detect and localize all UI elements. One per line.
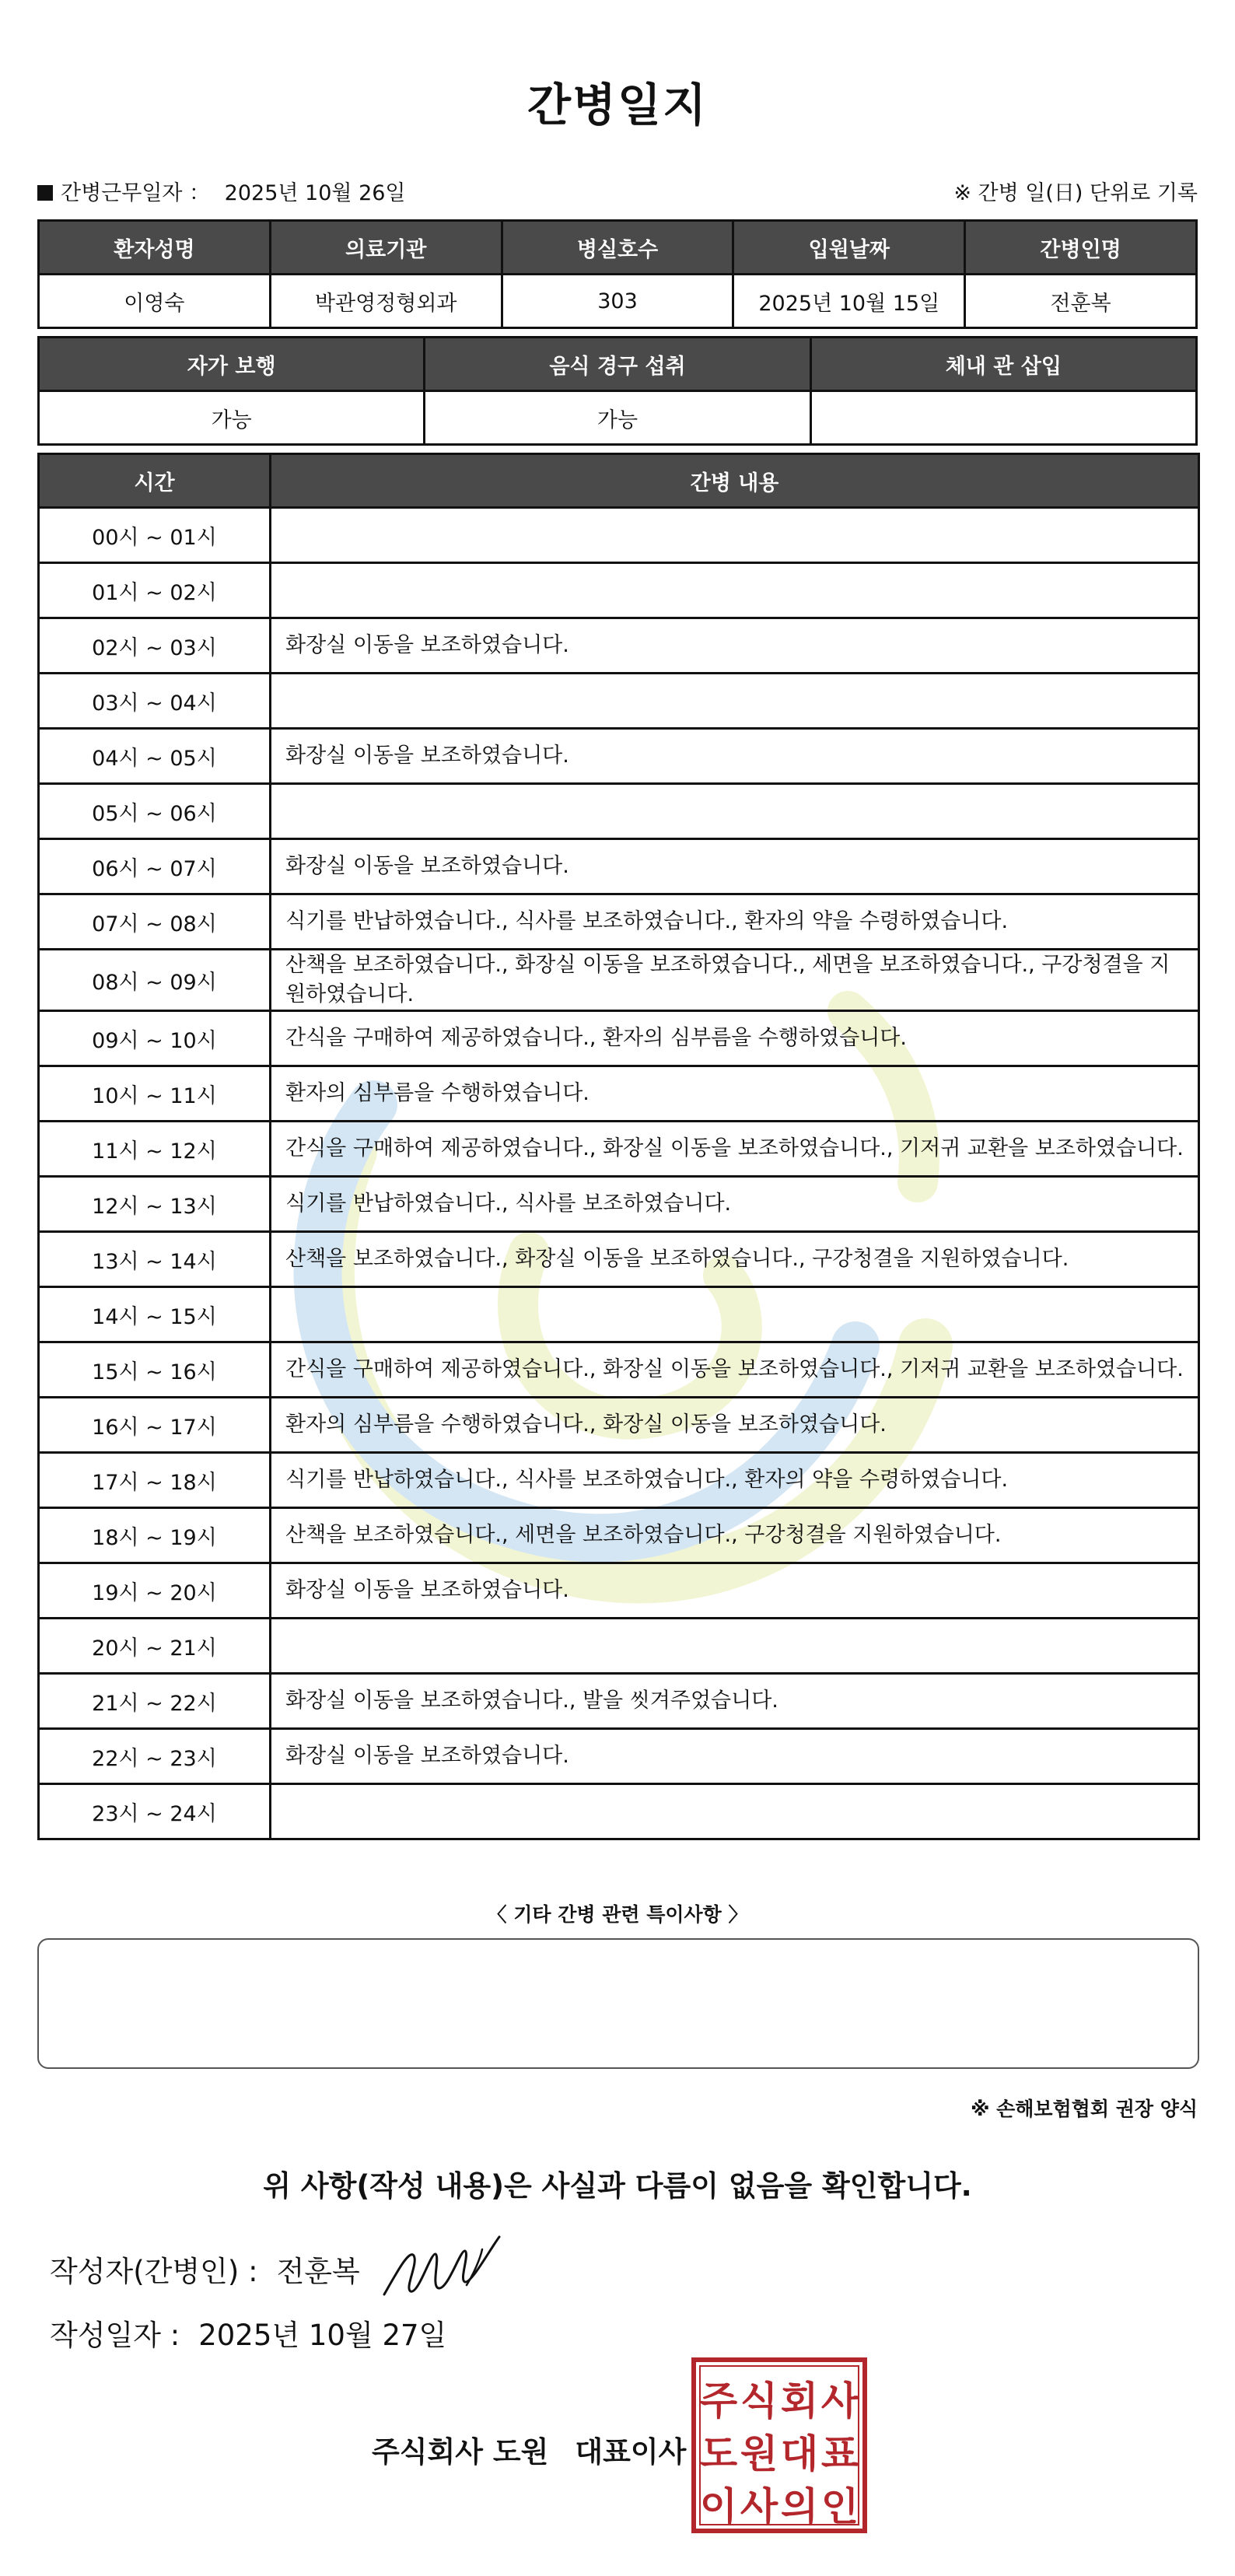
- stamp-character: 의: [780, 2484, 819, 2529]
- unit-note: ※ 간병 일(日) 단위로 기록: [953, 181, 1198, 205]
- stamp-character: 식: [740, 2378, 778, 2424]
- row-time: 14시 ~ 15시: [39, 1287, 271, 1342]
- stamp-character: 대: [780, 2431, 819, 2476]
- table-row: [39, 1177, 1199, 1232]
- writer-label: 작성자(간병인) :: [50, 2255, 258, 2288]
- table-row: [39, 1619, 1199, 1674]
- row-time: 12시 ~ 13시: [39, 1177, 271, 1232]
- header-tube-insertion: 체내 관 삽입: [810, 338, 1196, 391]
- log-rows: [39, 508, 1199, 1839]
- row-care-content: 환자의 심부름을 수행하였습니다.: [271, 1066, 1199, 1122]
- row-time: 10시 ~ 11시: [39, 1066, 271, 1122]
- header-oral-intake: 음식 경구 섭취: [425, 338, 810, 391]
- table-row: [39, 1674, 1199, 1729]
- notes-box: [37, 1938, 1199, 2069]
- row-care-content: 화장실 이동을 보조하였습니다.: [271, 618, 1199, 674]
- row-time: 07시 ~ 08시: [39, 894, 271, 950]
- header-admission-date: 입원날짜: [733, 221, 965, 275]
- row-time: 05시 ~ 06시: [39, 784, 271, 839]
- row-care-content: 식기를 반납하였습니다., 식사를 보조하였습니다., 환자의 약을 수령하였습니다.: [271, 894, 1199, 950]
- row-time: 09시 ~ 10시: [39, 1011, 271, 1066]
- row-time: 03시 ~ 04시: [39, 674, 271, 729]
- table-row: [39, 1287, 1199, 1342]
- document-title: 간병일지: [527, 79, 708, 131]
- association-note: ※ 손해보험협회 권장 양식: [971, 2098, 1198, 2120]
- hourly-care-log-table: [37, 453, 1200, 1840]
- table-row: [39, 1563, 1199, 1619]
- row-care-content: [271, 784, 1199, 839]
- patient-ability-table: [37, 336, 1198, 446]
- row-care-content: 산책을 보조하였습니다., 세면을 보조하였습니다., 구강청결을 지원하였습니다.: [271, 1508, 1199, 1563]
- table-row: [39, 839, 1199, 894]
- row-care-content: 화장실 이동을 보조하였습니다.: [271, 729, 1199, 784]
- row-time: 04시 ~ 05시: [39, 729, 271, 784]
- table-row: [39, 1342, 1199, 1398]
- row-care-content: 산책을 보조하였습니다., 화장실 이동을 보조하였습니다., 세면을 보조하였습니다., 구강청결을 지원하였습니다.: [271, 950, 1199, 1011]
- writer-line: [50, 2248, 360, 2290]
- row-care-content: [271, 674, 1199, 729]
- company-name: 주식회사 도원: [372, 2435, 549, 2469]
- header-hospital: 의료기관: [270, 221, 502, 275]
- hospital-name: 박관영정형외과: [270, 275, 502, 328]
- row-time: 16시 ~ 17시: [39, 1398, 271, 1453]
- row-care-content: [271, 1784, 1199, 1839]
- table-row: [39, 1784, 1199, 1839]
- table-row: [39, 1508, 1199, 1563]
- stamp-character: 사: [740, 2484, 778, 2529]
- company-seal-stamp-icon: [691, 2357, 868, 2534]
- work-date-line: [37, 176, 406, 206]
- row-care-content: [271, 1287, 1199, 1342]
- stamp-character: 회: [780, 2378, 819, 2424]
- table-row: [39, 784, 1199, 839]
- row-care-content: 식기를 반납하였습니다., 식사를 보조하였습니다.: [271, 1177, 1199, 1232]
- row-time: 02시 ~ 03시: [39, 618, 271, 674]
- row-time: 22시 ~ 23시: [39, 1729, 271, 1784]
- header-patient-name: 환자성명: [39, 221, 271, 275]
- stamp-character: 원: [740, 2431, 778, 2476]
- oral-intake-value: 가능: [425, 391, 810, 445]
- header-time: 시간: [39, 454, 271, 508]
- row-time: 21시 ~ 22시: [39, 1674, 271, 1729]
- row-care-content: 화장실 이동을 보조하였습니다.: [271, 839, 1199, 894]
- row-care-content: 산책을 보조하였습니다., 화장실 이동을 보조하였습니다., 구강청결을 지원하였습니다.: [271, 1232, 1199, 1287]
- patient-name: 이영숙: [39, 275, 271, 328]
- row-time: 15시 ~ 16시: [39, 1342, 271, 1398]
- header-care-content: 간병 내용: [271, 454, 1199, 508]
- table-row: [39, 1232, 1199, 1287]
- table-row: [39, 1453, 1199, 1508]
- walking-value: 가능: [39, 391, 425, 445]
- table-row: [39, 508, 1199, 563]
- writer-name: 전훈복: [276, 2255, 360, 2288]
- header-walking: 자가 보행: [39, 338, 425, 391]
- company-line: [372, 2428, 686, 2470]
- representative-title: 대표이사: [575, 2435, 687, 2469]
- row-time: 01시 ~ 02시: [39, 563, 271, 618]
- stamp-character: 표: [820, 2431, 859, 2476]
- row-care-content: 간식을 구매하여 제공하였습니다., 화장실 이동을 보조하였습니다., 기저귀 교환을 보조하였습니다.: [271, 1342, 1199, 1398]
- table-row: [39, 618, 1199, 674]
- row-care-content: 간식을 구매하여 제공하였습니다., 화장실 이동을 보조하였습니다., 기저귀 교환을 보조하였습니다.: [271, 1122, 1199, 1177]
- row-care-content: [271, 1619, 1199, 1674]
- header-caregiver: 간병인명: [965, 221, 1197, 275]
- row-time: 11시 ~ 12시: [39, 1122, 271, 1177]
- written-date-line: [50, 2312, 446, 2354]
- row-care-content: [271, 563, 1199, 618]
- date-label: 작성일자 :: [50, 2319, 180, 2352]
- patient-info-table: [37, 219, 1198, 329]
- square-bullet-icon: [37, 185, 53, 201]
- row-time: 06시 ~ 07시: [39, 839, 271, 894]
- table-row: [39, 1398, 1199, 1453]
- row-time: 00시 ~ 01시: [39, 508, 271, 563]
- caregiver-name: 전훈복: [965, 275, 1197, 328]
- row-time: 18시 ~ 19시: [39, 1508, 271, 1563]
- stamp-character: 인: [820, 2484, 859, 2529]
- row-care-content: 화장실 이동을 보조하였습니다.: [271, 1563, 1199, 1619]
- row-time: 13시 ~ 14시: [39, 1232, 271, 1287]
- stamp-character: 도: [699, 2431, 738, 2476]
- stamp-character: 이: [699, 2484, 738, 2529]
- row-care-content: 화장실 이동을 보조하였습니다., 발을 씻겨주었습니다.: [271, 1674, 1199, 1729]
- row-time: 17시 ~ 18시: [39, 1453, 271, 1508]
- table-row: [39, 1066, 1199, 1122]
- header-room: 병실호수: [502, 221, 733, 275]
- row-time: 08시 ~ 09시: [39, 950, 271, 1011]
- table-row: [39, 563, 1199, 618]
- table-row: [39, 1729, 1199, 1784]
- table-row: [39, 1011, 1199, 1066]
- room-number: 303: [502, 275, 733, 328]
- table-row: [39, 674, 1199, 729]
- confirmation-statement: 위 사항(작성 내용)은 사실과 다름이 없음을 확인합니다.: [263, 2169, 972, 2203]
- row-care-content: 환자의 심부름을 수행하였습니다., 화장실 이동을 보조하였습니다.: [271, 1398, 1199, 1453]
- row-time: 19시 ~ 20시: [39, 1563, 271, 1619]
- notes-title: 〈 기타 간병 관련 특이사항 〉: [487, 1903, 748, 1926]
- stamp-character: 사: [820, 2378, 859, 2424]
- work-date-value: 2025년 10월 26일: [224, 181, 406, 205]
- row-time: 23시 ~ 24시: [39, 1784, 271, 1839]
- tube-insertion-value: [810, 391, 1196, 445]
- admission-date: 2025년 10월 15일: [733, 275, 965, 328]
- row-care-content: [271, 508, 1199, 563]
- date-value: 2025년 10월 27일: [198, 2319, 447, 2352]
- row-care-content: 화장실 이동을 보조하였습니다.: [271, 1729, 1199, 1784]
- table-row: [39, 894, 1199, 950]
- row-care-content: 간식을 구매하여 제공하였습니다., 환자의 심부름을 수행하였습니다.: [271, 1011, 1199, 1066]
- row-care-content: 식기를 반납하였습니다., 식사를 보조하였습니다., 환자의 약을 수령하였습니다.: [271, 1453, 1199, 1508]
- stamp-character: 주: [699, 2378, 738, 2424]
- work-date-label: 간병근무일자 ：: [61, 181, 211, 205]
- table-row: [39, 1122, 1199, 1177]
- row-time: 20시 ~ 21시: [39, 1619, 271, 1674]
- handwritten-signature: [373, 2226, 513, 2304]
- table-row: [39, 950, 1199, 1011]
- table-row: [39, 729, 1199, 784]
